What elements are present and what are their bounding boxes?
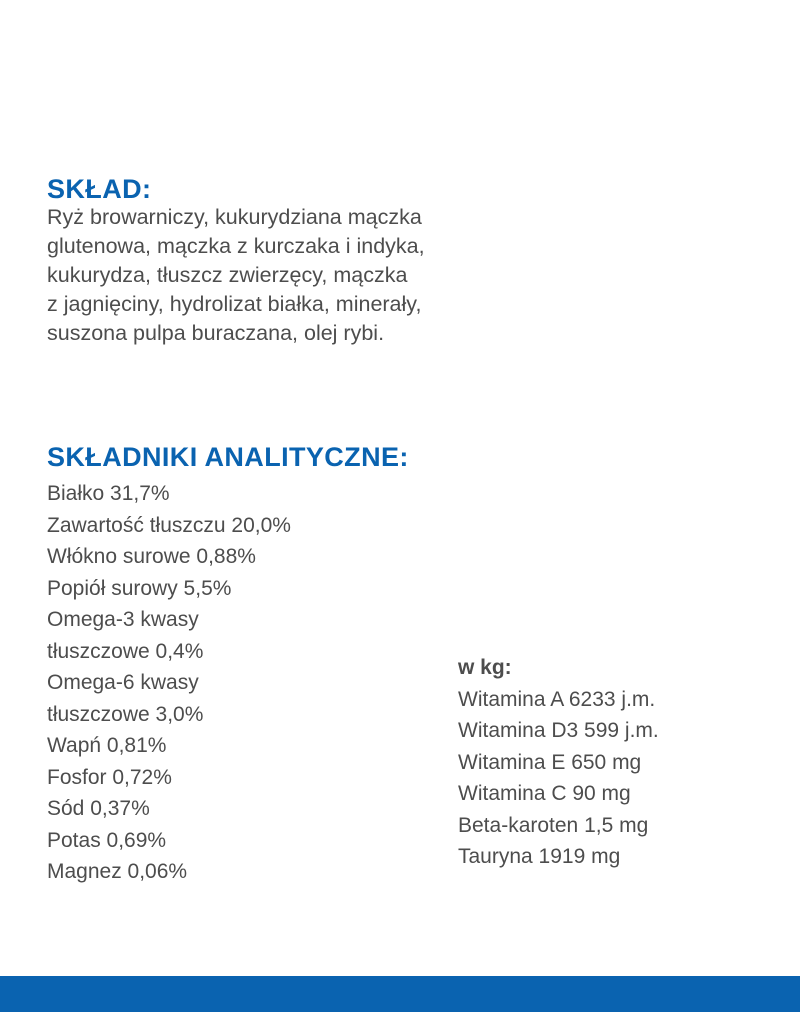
- composition-line: kukurydza, tłuszcz zwierzęcy, mączka: [47, 263, 408, 287]
- vitamins-per-kg-list: [458, 652, 778, 873]
- list-item: Zawartość tłuszczu 20,0%: [47, 513, 291, 537]
- list-item: tłuszczowe 3,0%: [47, 702, 204, 726]
- composition-line: glutenowa, mączka z kurczaka i indyka,: [47, 234, 425, 258]
- list-item: Beta-karoten 1,5 mg: [458, 813, 649, 837]
- list-item: Tauryna 1919 mg: [458, 845, 621, 868]
- footer-bar: [0, 979, 800, 1012]
- list-item: Popiół surowy 5,5%: [47, 576, 232, 600]
- list-item: Witamina D3 599 j.m.: [458, 719, 659, 742]
- list-item: Omega-3 kwasy: [47, 608, 199, 631]
- list-item: Białko 31,7%: [47, 482, 170, 505]
- list-item: Fosfor 0,72%: [47, 765, 172, 789]
- composition-line: Ryż browarniczy, kukurydziana mączka: [47, 205, 422, 229]
- vitamins-heading: w kg:: [458, 656, 512, 679]
- list-item: Potas 0,69%: [47, 828, 167, 852]
- list-item: Witamina C 90 mg: [458, 782, 631, 805]
- list-item: Włókno surowe 0,88%: [47, 545, 256, 568]
- list-item: Witamina E 650 mg: [458, 750, 642, 774]
- composition-heading: SKŁAD:: [47, 174, 152, 205]
- analytical-constituents-heading: SKŁADNIKI ANALITYCZNE:: [47, 442, 409, 473]
- composition-line: z jagnięciny, hydrolizat białka, minerały,: [47, 292, 422, 316]
- list-item: Magnez 0,06%: [47, 860, 188, 883]
- composition-text: [47, 203, 667, 348]
- composition-line: suszona pulpa buraczana, olej rybi.: [47, 321, 385, 345]
- list-item: Witamina A 6233 j.m.: [458, 687, 656, 711]
- list-item: Wapń 0,81%: [47, 734, 167, 757]
- list-item: Sód 0,37%: [47, 797, 150, 820]
- list-item: tłuszczowe 0,4%: [47, 639, 204, 663]
- list-item: Omega-6 kwasy: [47, 671, 199, 694]
- analytical-constituents-list: [47, 478, 437, 888]
